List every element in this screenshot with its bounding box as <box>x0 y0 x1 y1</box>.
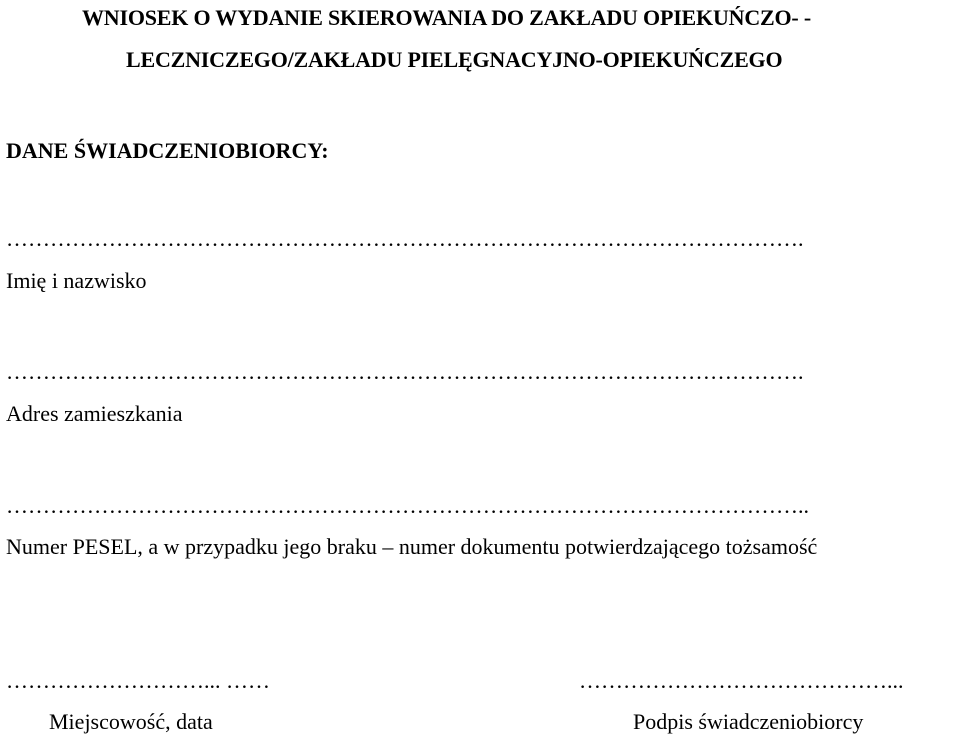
place-date-line: ………………………... …… <box>6 668 270 693</box>
title-line-2: LECZNICZEGO/ZAKŁADU PIELĘGNACYJNO-OPIEKUŃCZEGO <box>126 47 783 72</box>
name-line: ………………………………………………………………………………………………. <box>6 226 804 251</box>
signature-label: Podpis świadczeniobiorcy <box>633 709 864 734</box>
address-label: Adres zamieszkania <box>6 401 183 426</box>
place-date-label: Miejscowość, data <box>49 709 213 734</box>
address-line: ………………………………………………………………………………………………. <box>6 359 804 384</box>
pesel-label: Numer PESEL, a w przypadku jego braku – numer dokumentu potwierdzającego tożsamość <box>6 534 818 559</box>
section-heading: DANE ŚWIADCZENIOBIORCY: <box>6 138 329 163</box>
signature-line: ……………………………………... <box>579 668 904 693</box>
pesel-line: ……………………………………………………………………………………………….. <box>6 493 809 518</box>
title-line-1: WNIOSEK O WYDANIE SKIEROWANIA DO ZAKŁADU OPIEKUŃCZO- - <box>82 5 811 30</box>
name-label: Imię i nazwisko <box>6 268 147 293</box>
